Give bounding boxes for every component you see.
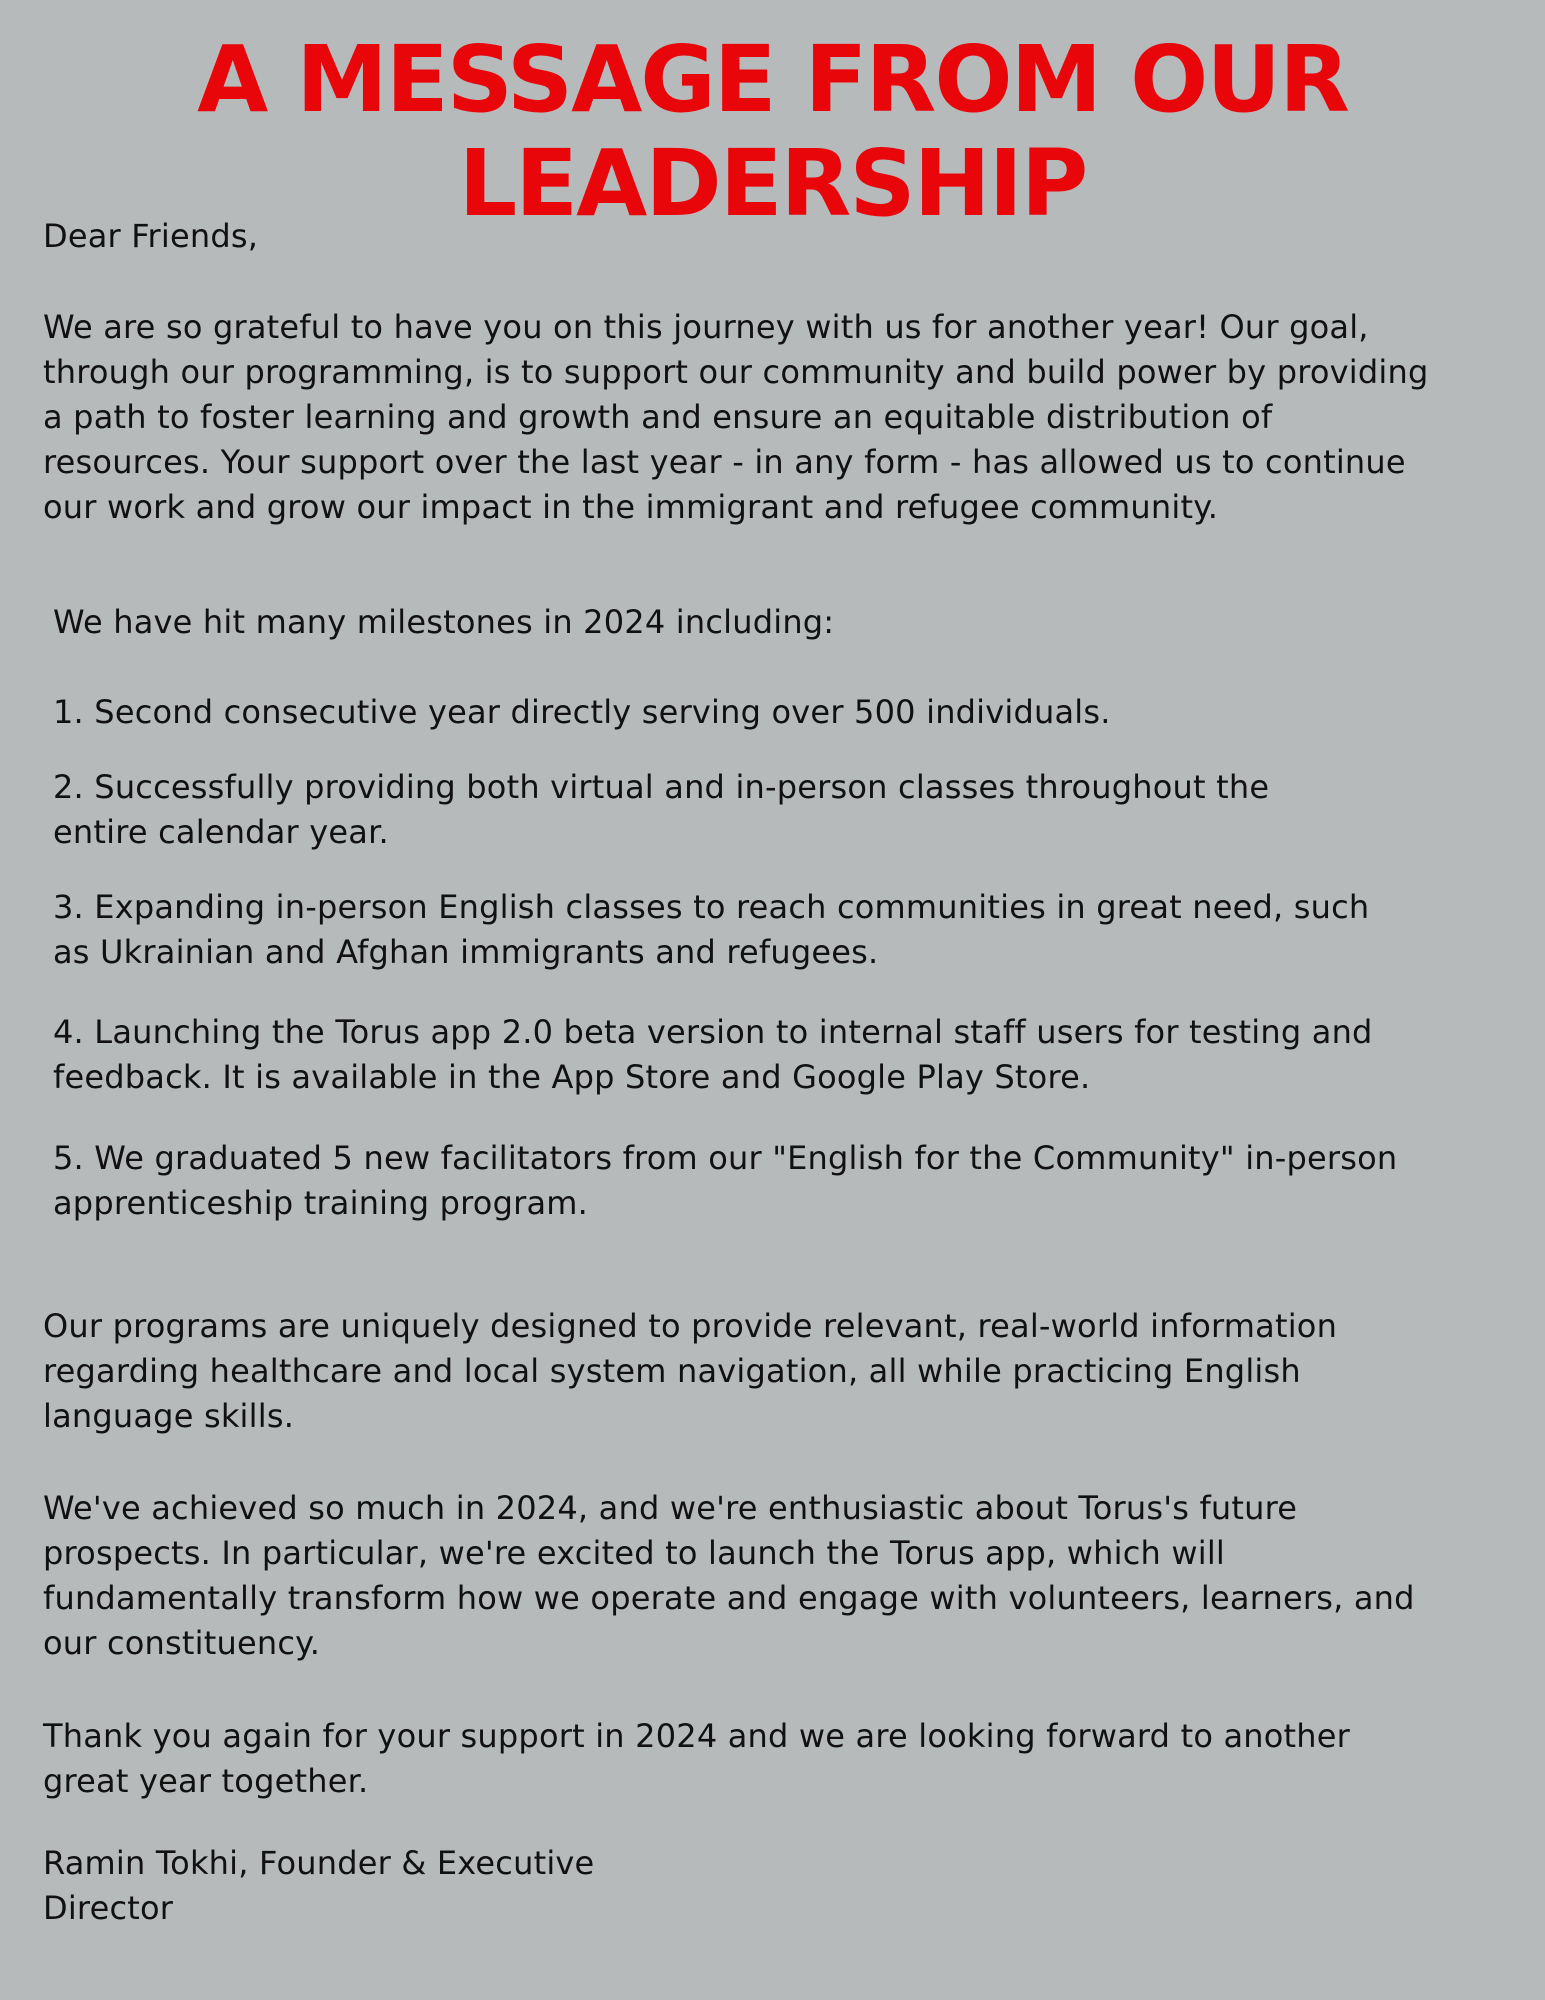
milestone-line: entire calendar year.: [53, 813, 389, 851]
greeting: Dear Friends,: [43, 217, 259, 255]
paragraph-line: prospects. In particular, we're excited to launch the Torus app, which will: [43, 1534, 1225, 1572]
achievements-paragraph: [43, 1486, 1415, 1666]
paragraph-line: We've achieved so much in 2024, and we're enthusiastic about Torus's future: [43, 1489, 1298, 1527]
paragraph-line: our work and grow our impact in the immigrant and refugee community.: [43, 488, 1219, 526]
milestone-line: feedback. It is available in the App Store and Google Play Store.: [53, 1058, 1091, 1096]
milestone-item: [53, 885, 1369, 975]
milestone-line: 5. We graduated 5 new facilitators from our "English for the Community" in-person: [53, 1139, 1398, 1177]
signature: [43, 1841, 594, 1931]
milestone-line: 3. Expanding in-person English classes to reach communities in great need, such: [53, 888, 1370, 926]
paragraph-line: through our programming, is to support our community and build power by providing: [43, 353, 1429, 391]
paragraph-line: language skills.: [43, 1397, 295, 1435]
signature-line: Ramin Tokhi, Founder & Executive: [43, 1844, 595, 1882]
paragraph-line: regarding healthcare and local system navigation, all while practicing English: [43, 1352, 1301, 1390]
milestone-item: [53, 1010, 1373, 1100]
paragraph-line: Our programs are uniquely designed to provide relevant, real-world information: [43, 1307, 1338, 1345]
milestone-item: [53, 690, 1111, 735]
paragraph-line: We are so grateful to have you on this journey with us for another year! Our goal,: [43, 308, 1369, 346]
thanks-paragraph: [43, 1714, 1350, 1804]
milestone-item: [53, 1136, 1397, 1226]
paragraph-line: our constituency.: [43, 1624, 321, 1662]
milestone-line: apprenticeship training program.: [53, 1184, 589, 1222]
title-line: LEADERSHIP: [458, 130, 1087, 237]
milestone-line: as Ukrainian and Afghan immigrants and refugees.: [53, 933, 879, 971]
title-line: A MESSAGE FROM OUR: [197, 26, 1348, 133]
programs-paragraph: [43, 1304, 1337, 1439]
milestone-line: 2. Successfully providing both virtual and in-person classes throughout the: [53, 768, 1270, 806]
paragraph-line: fundamentally transform how we operate and engage with volunteers, learners, and: [43, 1579, 1415, 1617]
signature-line: Director: [43, 1889, 174, 1927]
page-title: [0, 28, 1545, 236]
intro-paragraph: [43, 305, 1428, 530]
milestones-intro: We have hit many milestones in 2024 including:: [53, 603, 835, 641]
paragraph-line: resources. Your support over the last year - in any form - has allowed us to continue: [43, 443, 1406, 481]
paragraph-line: Thank you again for your support in 2024 and we are looking forward to another: [43, 1717, 1351, 1755]
milestone-item: [53, 765, 1269, 855]
paragraph-line: great year together.: [43, 1762, 369, 1800]
milestone-line: 4. Launching the Torus app 2.0 beta version to internal staff users for testing and: [53, 1013, 1373, 1051]
milestone-line: 1. Second consecutive year directly serving over 500 individuals.: [53, 693, 1111, 731]
paragraph-line: a path to foster learning and growth and ensure an equitable distribution of: [43, 398, 1273, 436]
